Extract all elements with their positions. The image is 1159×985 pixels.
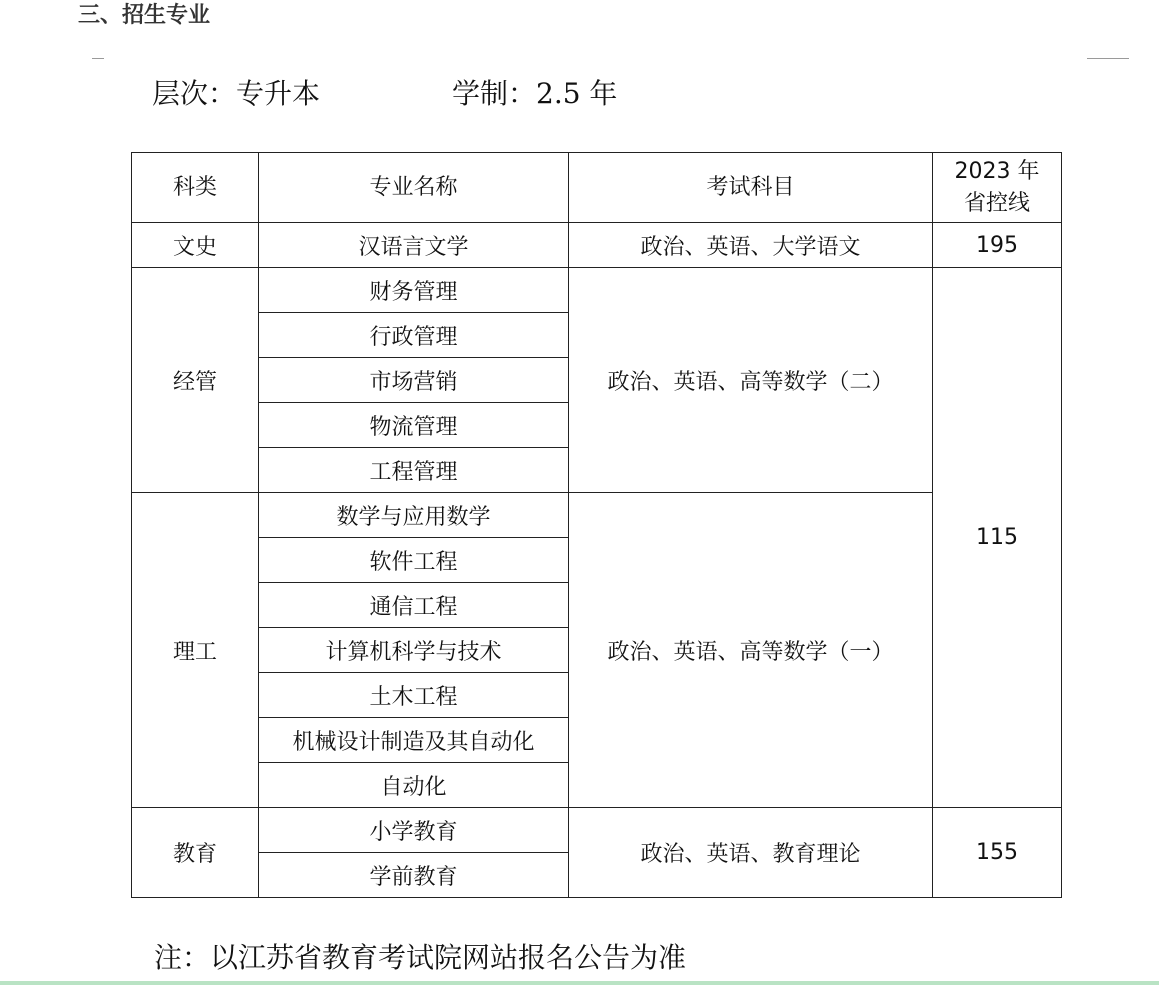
subjects-cell: 政治、英语、高等数学（二） bbox=[569, 268, 933, 493]
header-subjects: 考试科目 bbox=[569, 153, 933, 223]
table-header-row bbox=[132, 153, 1062, 223]
divider-left bbox=[92, 58, 104, 59]
score-cell: 155 bbox=[933, 808, 1062, 898]
major-cell: 软件工程 bbox=[259, 538, 569, 583]
majors-table bbox=[131, 152, 1062, 898]
major-cell: 工程管理 bbox=[259, 448, 569, 493]
header-score-label: 省控线 bbox=[963, 190, 1030, 216]
category-cell: 经管 bbox=[132, 268, 259, 493]
header-score bbox=[933, 153, 1062, 223]
major-cell: 汉语言文学 bbox=[259, 223, 569, 268]
table-row bbox=[132, 493, 1062, 538]
major-cell: 小学教育 bbox=[259, 808, 569, 853]
divider-right bbox=[1087, 58, 1129, 59]
header-category: 科类 bbox=[132, 153, 259, 223]
subjects-cell: 政治、英语、大学语文 bbox=[569, 223, 933, 268]
major-cell: 土木工程 bbox=[259, 673, 569, 718]
category-cell: 教育 bbox=[132, 808, 259, 898]
score-cell: 115 bbox=[933, 268, 1062, 808]
major-cell: 自动化 bbox=[259, 763, 569, 808]
table-row bbox=[132, 808, 1062, 853]
major-cell: 物流管理 bbox=[259, 403, 569, 448]
major-cell: 数学与应用数学 bbox=[259, 493, 569, 538]
bottom-accent-bar bbox=[0, 981, 1159, 985]
major-cell: 行政管理 bbox=[259, 313, 569, 358]
subjects-cell: 政治、英语、教育理论 bbox=[569, 808, 933, 898]
score-cell: 195 bbox=[933, 223, 1062, 268]
category-cell: 文史 bbox=[132, 223, 259, 268]
major-cell: 机械设计制造及其自动化 bbox=[259, 718, 569, 763]
header-major: 专业名称 bbox=[259, 153, 569, 223]
major-cell: 通信工程 bbox=[259, 583, 569, 628]
table-row bbox=[132, 268, 1062, 313]
table-row bbox=[132, 223, 1062, 268]
category-cell: 理工 bbox=[132, 493, 259, 808]
section-heading: 三、招生专业 bbox=[78, 3, 211, 28]
program-duration: 学制：2.5 年 bbox=[452, 77, 618, 110]
major-cell: 财务管理 bbox=[259, 268, 569, 313]
footnote: 注：以江苏省教育考试院网站报名公告为准 bbox=[154, 941, 687, 974]
major-cell: 计算机科学与技术 bbox=[259, 628, 569, 673]
program-level: 层次：专升本 bbox=[152, 77, 321, 110]
major-cell: 学前教育 bbox=[259, 853, 569, 898]
subjects-cell: 政治、英语、高等数学（一） bbox=[569, 493, 933, 808]
header-score-year: 2023 年 bbox=[954, 158, 1040, 184]
major-cell: 市场营销 bbox=[259, 358, 569, 403]
